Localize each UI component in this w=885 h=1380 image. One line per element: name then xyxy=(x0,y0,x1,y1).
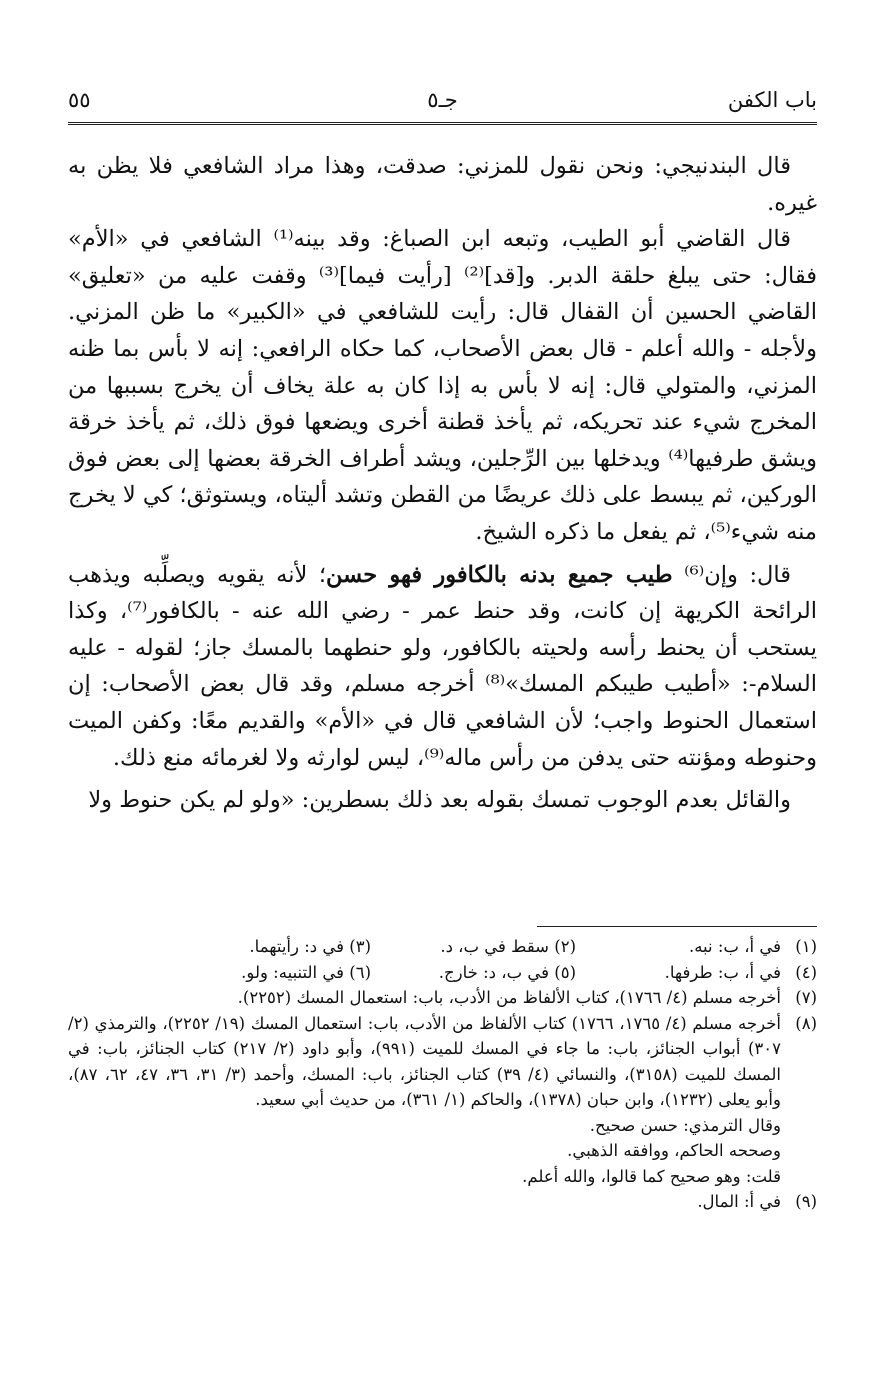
paragraph-intro: قال: وإن⁽⁶⁾ xyxy=(672,561,791,588)
footnote-text: في أ: المال. xyxy=(697,1192,781,1211)
footnote-number: (١) xyxy=(795,937,817,956)
footnote-number: (٨) xyxy=(795,1013,817,1033)
footnote: (٣) في د: رأيتهما. xyxy=(249,937,371,956)
footnote xyxy=(68,985,817,1011)
footnote: في أ، ب: طرفها. xyxy=(664,962,781,982)
volume-label: جـ٥ xyxy=(427,88,458,112)
footnote-row xyxy=(68,960,817,986)
footnote-sub: وصححه الحاكم، ووافقه الذهبي. xyxy=(567,1141,781,1160)
footnote-text: أخرجه مسلم (٤/ ١٧٦٦)، كتاب الألفاظ من الأدب، باب: استعمال المسك (٢٢٥٢). xyxy=(237,988,781,1007)
paragraph: قال البندنيجي: ونحن نقول للمزني: صدقت، وهذا مراد الشافعي فلا يظن به غيره. xyxy=(68,153,817,216)
footnote: (٦) في التنبيه: ولو. xyxy=(241,962,371,982)
paragraph xyxy=(68,557,817,777)
footnote-number: (٩) xyxy=(795,1192,817,1211)
chapter-title: باب الكفن xyxy=(727,88,817,112)
paragraph: قال القاضي أبو الطيب، وتبعه ابن الصباغ: وقد بينه⁽¹⁾ الشافعي في «الأم» فقال: حتى يبلغ حلقة الدبر. و[قد]⁽²⁾ [رأيت فيما]⁽³⁾ وقفت عليه من «تعليق» القاضي الحسين أن القفال قال: رأيت للشافعي في «الكبير» ما ظن المزني. ولأجله - والله أعلم - قال بعض الأصحاب، كما حكاه الرافعي: إنه لا بأس بما ظنه المزني، والمتولي قال: إنه لا بأس به إذا كان به علة يخاف أن يخرج بسببها من المخرج شيء عند تحريكه، ثم يأخذ قطنة أخرى ويضعها فوق ذلك، ثم يأخذ خرقة ويشق طرفيها⁽⁴⁾ ويدخلها بين الرِّجلين، ويشد أطراف الخرقة بعضها إلى بعض فوق الوركين، ثم يبسط على ذلك عريضًا من القطن وتشد أليتاه، ويستوثق؛ كي لا يخرج منه شيء⁽⁵⁾، ثم يفعل ما ذكره الشيخ. xyxy=(68,226,818,545)
footnote-row xyxy=(68,934,817,960)
footnote-sub: وقال الترمذي: حسن صحيح. xyxy=(589,1115,781,1135)
footnote-number: (٤) xyxy=(795,962,817,982)
footnote: (٢) سقط في ب، د. xyxy=(440,937,576,956)
paragraph-rest: ؛ لأنه يقويه ويصلِّبه ويذهب الرائحة الكريهة إن كانت، وقد حنط عمر - رضي الله عنه - بالكافور⁽⁷⁾، وكذا يستحب أن يحنط رأسه ولحيته بالكافور، ولو حنطهما بالمسك جاز؛ لقوله - عليه السلام-: «أطيب طيبكم المسك»⁽⁸⁾ أخرجه مسلم، وقد قال بعض الأصحاب: إن استعمال الحنوط واجب؛ لأن الشافعي قال في «الأم» والقديم معًا: وكفن الميت وحنوطه ومؤنته حتى يدفن من رأس ماله⁽⁹⁾، ليس لوارثه ولا لغرمائه منع ذلك. xyxy=(68,561,818,771)
page-number: ٥٥ xyxy=(68,88,91,112)
footnotes xyxy=(68,934,817,1215)
footnote-rule xyxy=(537,926,817,927)
paragraph: والقائل بعدم الوجوب تمسك بقوله بعد ذلك بسطرين: «ولو لم يكن حنوط ولا xyxy=(88,787,791,814)
footnote: في أ، ب: نبه. xyxy=(688,937,781,956)
page-header xyxy=(68,84,817,120)
footnote-sub: قلت: وهو صحيح كما قالوا، والله أعلم. xyxy=(522,1166,781,1186)
matn-text: طيب جميع بدنه بالكافور فهو حسن xyxy=(326,561,673,588)
footnote xyxy=(68,1011,817,1113)
footnote-text: أخرجه مسلم (٤/ ١٧٦٥، ١٧٦٦) كتاب الألفاظ من الأدب، باب: استعمال المسك (١٩/ ٢٢٥٢)، والترمذي (٢/ ٣٠٧) أبواب الجنائز، باب: ما جاء في المسك للميت (٩٩١)، وأبو داود (٢/ ٢١٧) كتاب الجنائز، باب: في المسك للميت (٣١٥٨)، والنسائي (٤/ ٣٩) كتاب الجنائز، باب: المسك، وأحمد (٣/ ٣١، ٣٦، ٤٧، ٦٢، ٨٧)، وأبو يعلى (١٢٣٢)، وابن حبان (١٣٧٨)، والحاكم (١/ ٣٦١)، من حديث أبي سعيد. xyxy=(68,1013,781,1109)
footnote xyxy=(68,1189,817,1215)
footnote: (٥) في ب، د: خارج. xyxy=(438,962,576,982)
header-rule xyxy=(68,122,817,128)
main-text xyxy=(68,148,817,819)
footnote-number: (٧) xyxy=(795,988,817,1007)
